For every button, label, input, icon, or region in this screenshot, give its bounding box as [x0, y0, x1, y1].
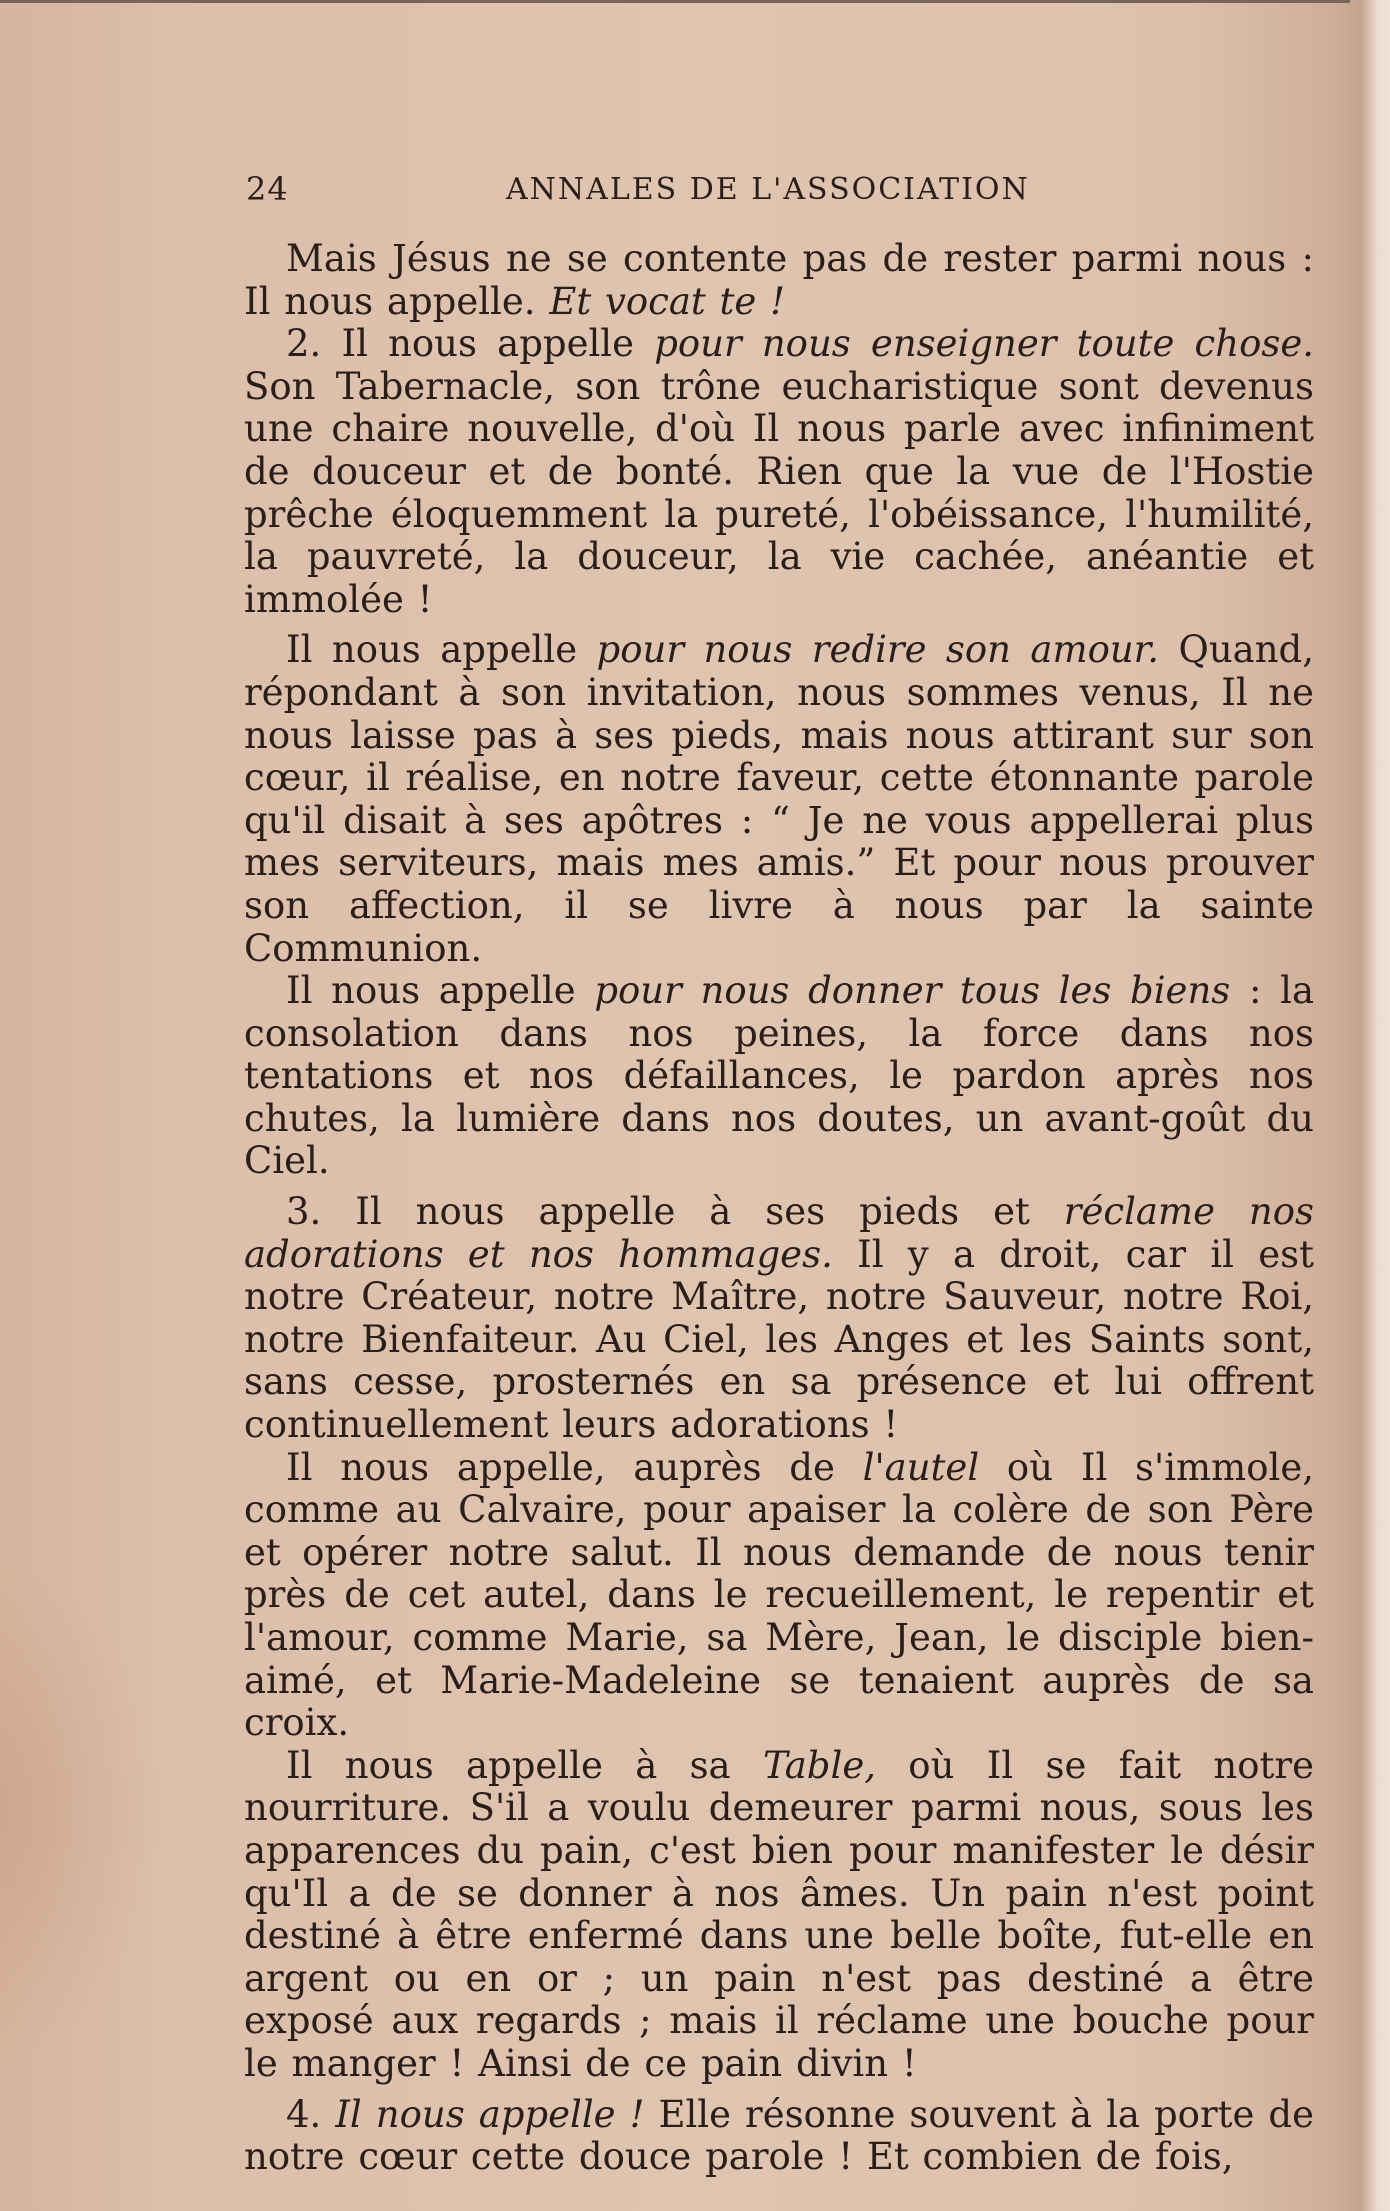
paragraph-7-lead: Il nous appelle à sa	[286, 1743, 763, 1787]
paragraph-1-italic: Et vocat te !	[549, 279, 785, 323]
running-head: ANNALES DE L'ASSOCIATION	[506, 172, 1030, 207]
paragraph-3-italic: pour nous redire son amour.	[596, 628, 1160, 672]
paragraph-6	[244, 1447, 1314, 1745]
paragraph-8-text: Elle résonne souvent à la porte de notre cœur cette douce parole ! Et combien de fois,	[244, 2092, 1314, 2179]
paragraph-2-lead: 2. Il nous appelle	[286, 322, 655, 366]
paragraph-3-text: Quand, répondant à son invitation, nous sommes venus, Il ne nous laisse pas à ses pieds, mais nous attirant sur son cœur, il réalise, en notre faveur, cette étonnante parole qu'il disait à ses apôtres : “ Je ne vous appellerai plus mes serviteurs, mais mes amis.” Et pour nous prouver son affection, il se livre à nous par la sainte Communion.	[244, 628, 1315, 970]
top-edge-rule	[0, 0, 1350, 3]
page-header	[246, 170, 1308, 214]
paragraph-1-text: Mais Jésus ne se contente pas de rester parmi nous : Il nous appelle.	[244, 237, 1314, 323]
paragraph-8-lead: 4.	[286, 2092, 336, 2136]
paragraph-7-italic: Table,	[762, 1743, 876, 1787]
paragraph-8	[244, 2094, 1314, 2179]
paragraph-2	[244, 323, 1314, 621]
paragraph-6-lead: Il nous appelle, auprès de	[286, 1445, 863, 1489]
paragraph-2-text: Son Tabernacle, son trône eucharistique sont devenus une chaire nouvelle, d'où Il nous parle avec infiniment de douceur et de bonté. Rien que la vue de l'Hostie prêche éloquemment la pureté, l'obéissance, l'humilité, la pauvreté, la douceur, la vie cachée, anéantie et immolée !	[244, 364, 1314, 621]
paragraph-2-italic: pour nous enseigner toute chose.	[654, 322, 1314, 366]
paragraph-7-text: où Il se fait notre nourriture. S'il a voulu demeurer parmi nous, sous les apparences du pain, c'est bien pour manifester le désir qu'Il a de se donner à nos âmes. Un pain n'est point destiné à être enfermé dans une belle boîte, fut-elle en argent ou en or ; un pain n'est pas destiné a être exposé aux regards ; mais il réclame une bouche pour le manger ! Ainsi de ce pain divin !	[244, 1743, 1314, 2085]
paragraph-5	[244, 1191, 1314, 1447]
paragraph-4-lead: Il nous appelle	[286, 969, 595, 1013]
paragraph-4-italic: pour nous donner tous les biens	[594, 969, 1231, 1013]
paragraph-4-text: : la consolation dans nos peines, la force dans nos tentations et nos défaillances, le pardon après nos chutes, la lumière dans nos doutes, un avant-goût du Ciel.	[244, 969, 1315, 1183]
paragraph-3-lead: Il nous appelle	[286, 628, 597, 672]
paragraph-5-text: Il y a droit, car il est notre Créateur, notre Maître, notre Sauveur, notre Roi, notre Bienfaiteur. Au Ciel, les Anges et les Saints sont, sans cesse, prosternés en sa présence et lui offrent continuellement leurs adorations !	[244, 1232, 1314, 1447]
paragraph-6-italic: l'autel	[862, 1445, 980, 1489]
paragraph-5-italic: réclame nos adorations et nos hommages.	[244, 1190, 1314, 1276]
page-right-edge	[1360, 0, 1390, 2211]
paragraph-7	[244, 1745, 1314, 2086]
paragraph-3	[244, 629, 1314, 970]
paragraph-4	[244, 970, 1314, 1183]
paragraph-1	[244, 238, 1314, 323]
body-text	[244, 238, 1314, 2179]
paragraph-8-italic: Il nous appelle !	[335, 2092, 645, 2136]
page-number: 24	[246, 170, 289, 208]
paragraph-5-lead: 3. Il nous appelle à ses pieds et	[286, 1190, 1064, 1234]
paper-stain	[0, 1560, 160, 2060]
paragraph-6-text: où Il s'immole, comme au Calvaire, pour apaiser la colère de son Père et opérer notre salut. Il nous demande de nous tenir près de cet autel, dans le recueillement, le repentir et l'amour, comme Marie, sa Mère, Jean, le disciple bien-aimé, et Marie-Madeleine se tenaient auprès de sa croix.	[244, 1445, 1314, 1745]
